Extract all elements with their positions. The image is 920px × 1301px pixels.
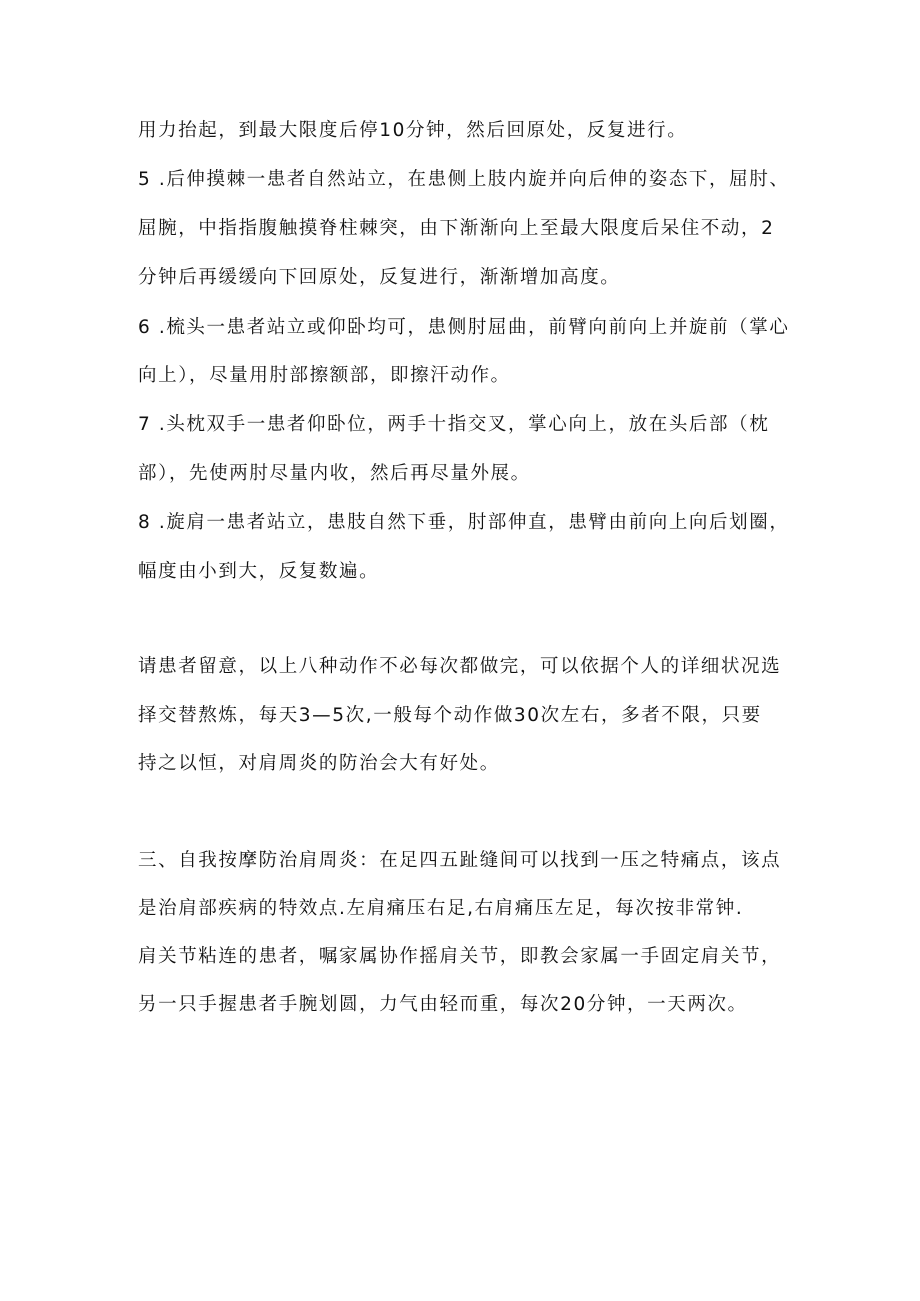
text-line: 幅度由小到大，反复数遍。 xyxy=(138,561,380,582)
text-line: 另一只手握患者手腕划圆，力气由轻而重，每次20分钟，一天两次。 xyxy=(138,994,748,1015)
text-line: 7 .头枕双手一患者仰卧位，两手十指交叉，掌心向上，放在头后部（枕 xyxy=(138,414,770,435)
text-line: 择交替熬炼，每天3—5次,一般每个动作做30次左右，多者不限，只要 xyxy=(138,705,762,726)
text-line: 分钟后再缓缓向下回原处，反复进行，渐渐增加高度。 xyxy=(138,267,621,288)
text-line: 5 .后伸摸棘一患者自然站立，在患侧上肢内旋并向后伸的姿态下，屈肘、 xyxy=(138,169,790,190)
text-line: 是治肩部疾病的特效点.左肩痛压右足,右肩痛压左足，每次按非常钟. xyxy=(138,898,744,919)
text-line: 6 .梳头一患者站立或仰卧均可，患侧肘屈曲，前臂向前向上并旋前（掌心 xyxy=(138,317,790,338)
text-line: 屈腕，中指指腹触摸脊柱棘突，由下渐渐向上至最大限度后呆住不动，2 xyxy=(138,218,775,239)
text-line: 肩关节粘连的患者，嘱家属协作摇肩关节，即教会家属一手固定肩关节， xyxy=(138,946,782,967)
text-line: 向上），尽量用肘部擦额部，即擦汗动作。 xyxy=(138,365,511,386)
text-line: 三、自我按摩防治肩周炎：在足四五趾缝间可以找到一压之特痛点，该点 xyxy=(138,850,782,871)
text-line: 持之以恒，对肩周炎的防治会大有好处。 xyxy=(138,753,500,774)
text-line: 部），先使两肘尽量内收，然后再尽量外展。 xyxy=(138,463,531,484)
text-line: 用力抬起，到最大限度后停10分钟，然后回原处，反复进行。 xyxy=(138,120,688,141)
text-line: 请患者留意，以上八种动作不必每次都做完，可以依据个人的详细状况选 xyxy=(138,656,782,677)
text-line: 8 .旋肩一患者站立，患肢自然下垂，肘部伸直，患臂由前向上向后划圈， xyxy=(138,512,790,533)
